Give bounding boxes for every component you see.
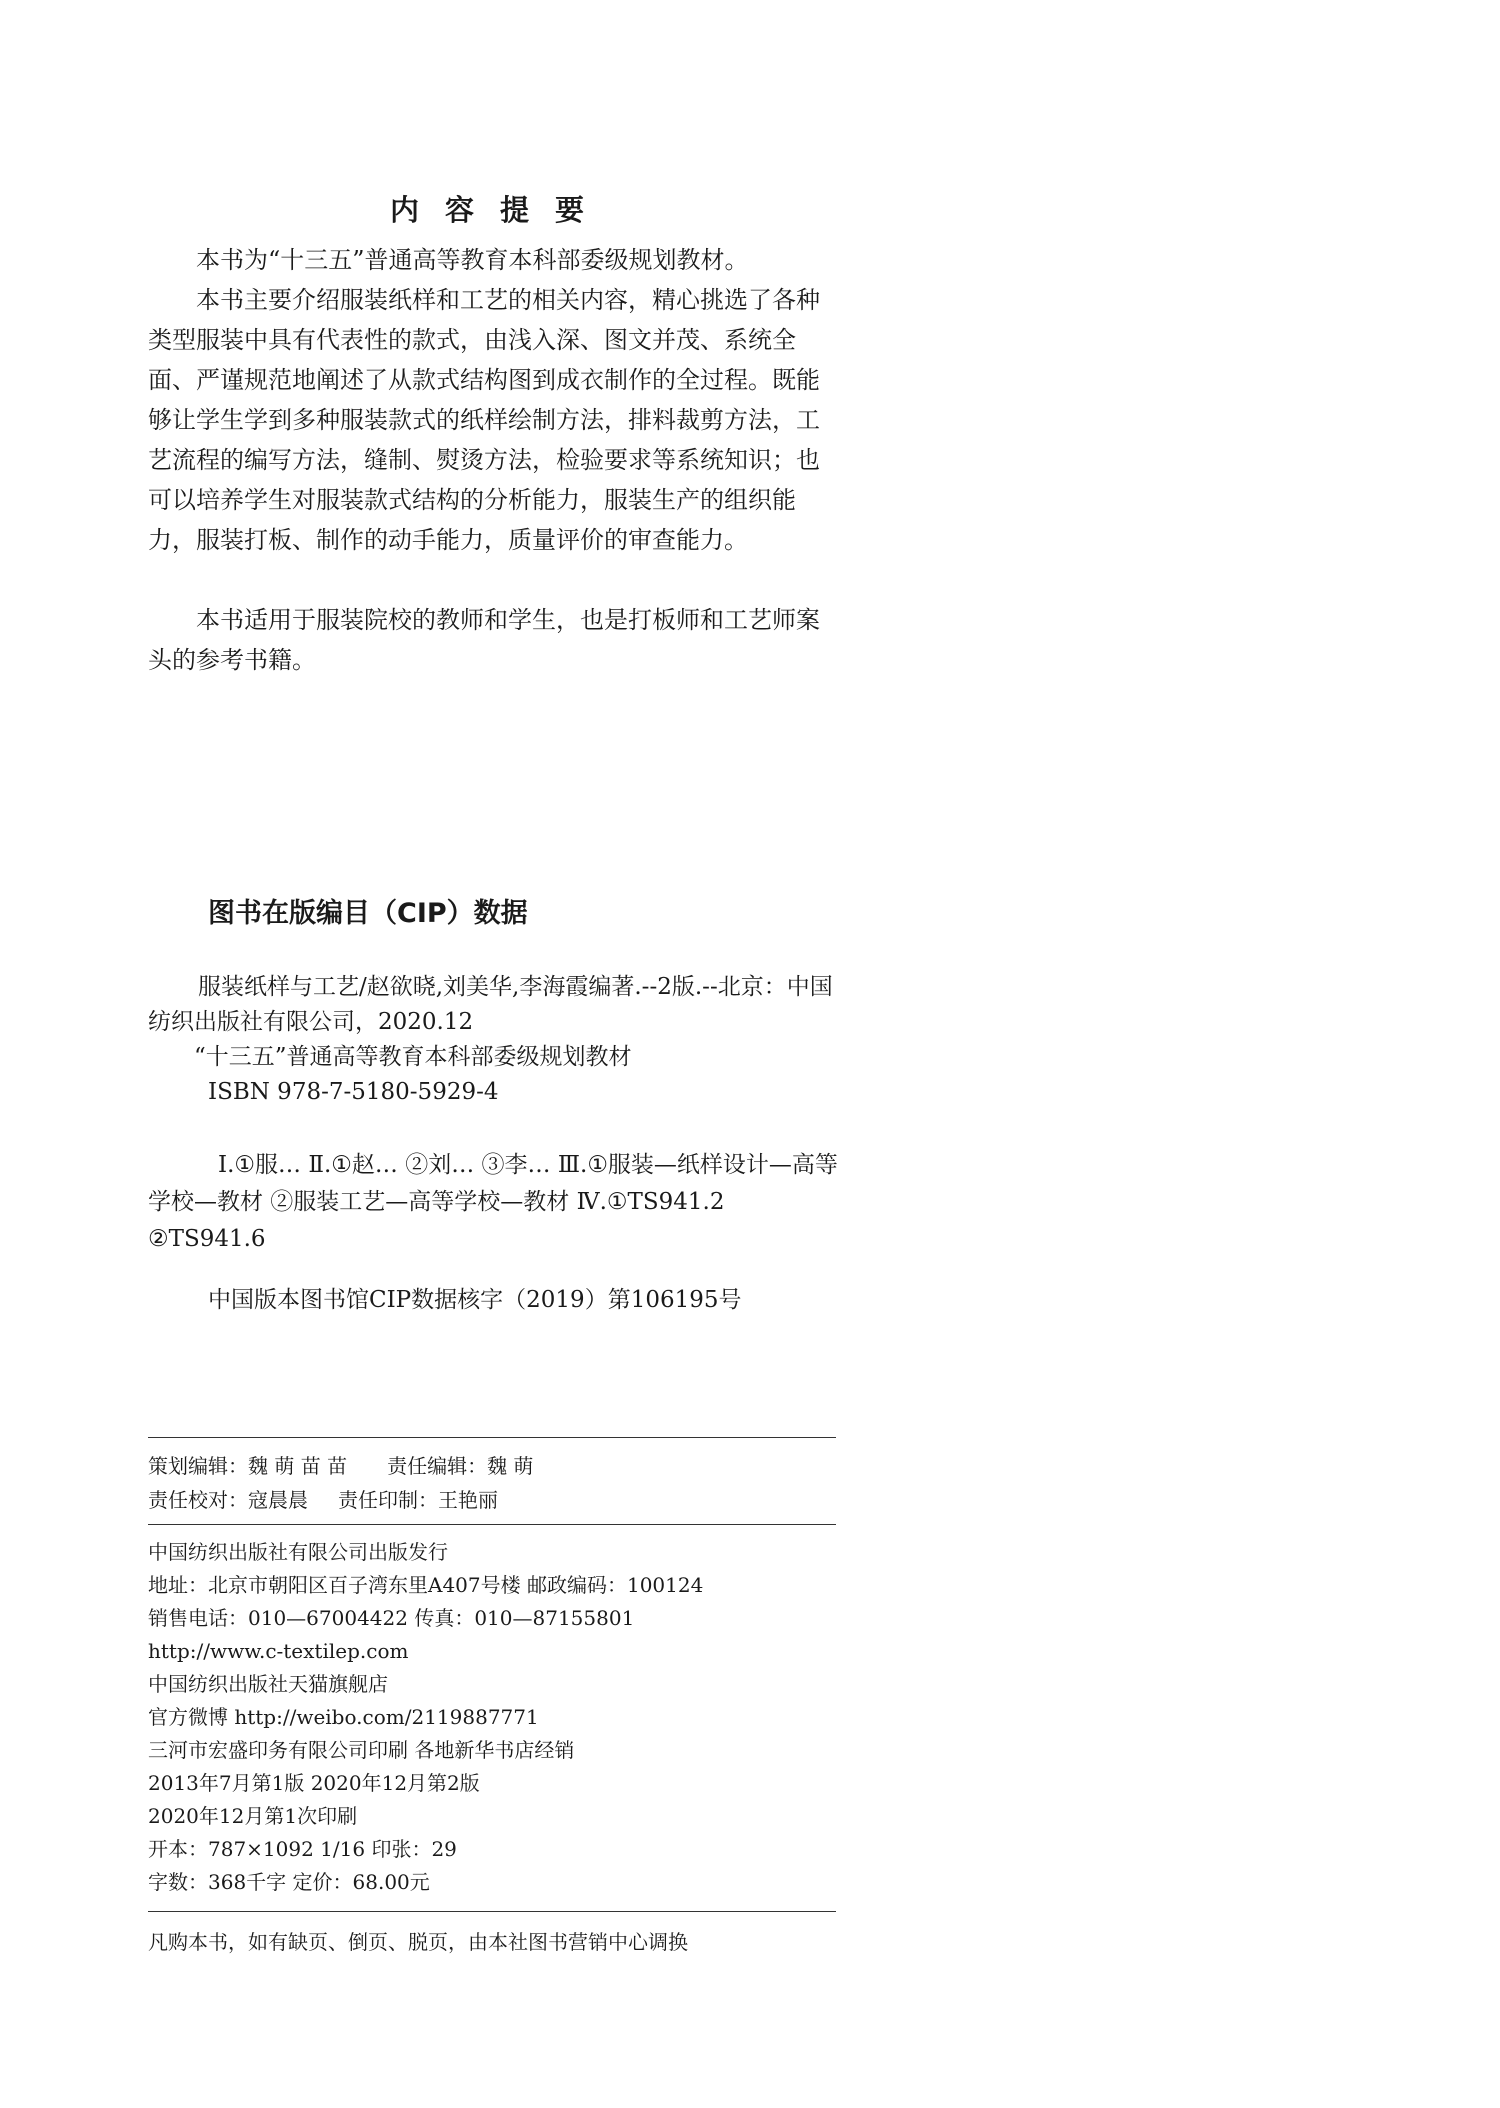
imprint-top-divider (148, 1437, 836, 1438)
phone-line: 销售电话：010—67004422 传真：010—87155801 (148, 1606, 635, 1630)
staff-line-2 (148, 1484, 498, 1517)
summary-title: 内容提要 (390, 193, 611, 227)
planner-label: 策划编辑： (148, 1454, 248, 1478)
words-price-line: 字数：368千字 定价：68.00元 (148, 1870, 430, 1894)
print-manager-name: 王艳丽 (438, 1488, 498, 1512)
cip-record-number: 中国版本图书馆CIP数据核字（2019）第106195号 (208, 1287, 742, 1313)
imprint-middle-divider (148, 1524, 836, 1525)
cip-series: “十三五”普通高等教育本科部委级规划教材 (194, 1044, 632, 1070)
imprint-bottom-divider (148, 1911, 836, 1912)
editor-label: 责任编辑： (387, 1454, 488, 1478)
format-line: 开本：787×1092 1/16 印张：29 (148, 1837, 457, 1861)
planner-names: 魏 萌 苗 苗 (248, 1454, 348, 1478)
summary-paragraph-1: 本书为“十三五”普通高等教育本科部委级规划教材。 (196, 246, 749, 274)
website-line: http://www.c-textilep.com (148, 1639, 409, 1663)
cip-entry-line: 服装纸样与工艺/赵欲晓,刘美华,李海霞编著.--2版.--北京：中国纺织出版社有限公司，2020.12 (148, 974, 833, 1035)
proofreader-label: 责任校对： (148, 1488, 248, 1512)
cip-classification: Ⅰ.①服… Ⅱ.①赵… ②刘… ③李… Ⅲ.①服装—纸样设计—高等学校—教材 ②服装工艺—高等学校—教材 Ⅳ.①TS941.2 ②TS941.6 (148, 1152, 838, 1252)
cip-isbn: ISBN 978-7-5180-5929-4 (208, 1079, 499, 1105)
replacement-notice: 凡购本书，如有缺页、倒页、脱页，由本社图书营销中心调换 (148, 1930, 688, 1954)
address-line: 地址：北京市朝阳区百子湾东里A407号楼 邮政编码：100124 (148, 1573, 704, 1597)
staff-line-1 (148, 1450, 533, 1483)
weibo-line: 官方微博 http://weibo.com/2119887771 (148, 1705, 539, 1729)
summary-paragraph-3: 本书适用于服装院校的教师和学生，也是打板师和工艺师案头的参考书籍。 (148, 606, 820, 674)
editor-name: 魏 萌 (487, 1454, 534, 1478)
printing-line: 2020年12月第1次印刷 (148, 1804, 358, 1828)
printer-line: 三河市宏盛印务有限公司印刷 各地新华书店经销 (148, 1738, 575, 1762)
editions-line: 2013年7月第1版 2020年12月第2版 (148, 1771, 480, 1795)
proofreader-name: 寇晨晨 (248, 1488, 308, 1512)
summary-paragraph-2: 本书主要介绍服装纸样和工艺的相关内容，精心挑选了各种类型服装中具有代表性的款式，由浅入深、图文并茂、系统全面、严谨规范地阐述了从款式结构图到成衣制作的全过程。既能够让学生学到多种服装款式的纸样绘制方法，排料裁剪方法，工艺流程的编写方法，缝制、熨烫方法，检验要求等系统知识；也可以培养学生对服装款式结构的分析能力，服装生产的组织能力，服装打板、制作的动手能力，质量评价的审查能力。 (148, 286, 820, 554)
cip-title: 图书在版编目（CIP）数据 (208, 898, 528, 929)
publisher-line: 中国纺织出版社有限公司出版发行 (148, 1540, 448, 1564)
store-line: 中国纺织出版社天猫旗舰店 (148, 1672, 388, 1696)
print-manager-label: 责任印制： (338, 1488, 438, 1512)
